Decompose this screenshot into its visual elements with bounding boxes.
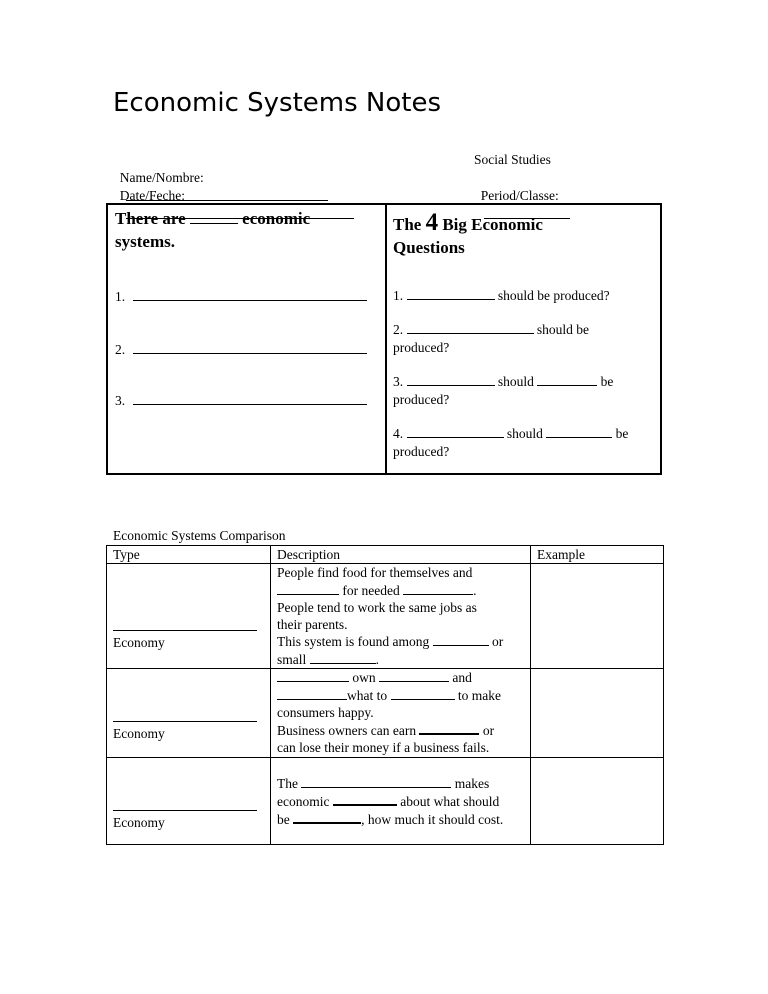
desc-blank[interactable] <box>333 792 397 806</box>
example-cell[interactable] <box>531 757 664 844</box>
q-text: be <box>615 426 629 441</box>
type-cell[interactable] <box>107 669 271 757</box>
column-header-type: Type <box>107 546 271 564</box>
heading-text: There are <box>115 209 186 228</box>
system-item-1[interactable] <box>115 287 367 305</box>
desc-text: small <box>277 651 307 667</box>
column-header-description: Description <box>271 546 531 564</box>
desc-text: or <box>482 723 495 739</box>
type-blank[interactable] <box>113 810 257 811</box>
date-label: Date/Feche: <box>119 188 185 203</box>
desc-text: can lose their money if a business fails. <box>277 740 490 756</box>
heading-text: systems. <box>115 232 175 251</box>
type-blank[interactable] <box>113 721 257 722</box>
item-blank[interactable] <box>133 287 367 301</box>
q-number: 1. <box>393 288 404 303</box>
desc-blank[interactable] <box>277 582 339 595</box>
desc-blank[interactable] <box>277 669 349 682</box>
name-label: Name/Nombre: <box>119 170 204 185</box>
systems-count-heading <box>115 207 377 253</box>
type-label: Economy <box>113 635 165 651</box>
q-number: 3. <box>393 374 404 389</box>
desc-text: about what should <box>400 794 500 810</box>
question-3 <box>393 373 648 409</box>
example-cell[interactable] <box>531 564 664 669</box>
desc-text: consumers happy. <box>277 704 374 720</box>
description-cell <box>271 669 531 757</box>
desc-text: and <box>452 670 472 686</box>
subject-label: Social Studies <box>474 152 551 167</box>
desc-blank[interactable] <box>403 582 473 595</box>
column-header-example: Example <box>531 546 664 564</box>
period-label: Period/Classe: <box>480 188 559 203</box>
table-row <box>107 757 664 844</box>
desc-text: own <box>352 670 376 686</box>
item-blank[interactable] <box>133 391 367 405</box>
system-item-3[interactable] <box>115 391 367 409</box>
comparison-table <box>106 545 664 845</box>
item-blank[interactable] <box>133 340 367 354</box>
desc-text: to make <box>457 687 501 703</box>
q3-blank-a[interactable] <box>407 373 495 386</box>
desc-text: Business owners can earn <box>277 723 417 739</box>
example-cell[interactable] <box>531 669 664 757</box>
type-cell[interactable] <box>107 564 271 669</box>
q-text: be <box>600 374 614 389</box>
heading-text: economic <box>242 209 311 228</box>
desc-text: what to <box>347 687 388 703</box>
q2-blank[interactable] <box>407 321 534 334</box>
item-number: 2. <box>115 342 126 357</box>
desc-text: for needed <box>342 582 400 598</box>
desc-text: be <box>277 812 290 828</box>
overview-box <box>106 203 662 475</box>
desc-text: , how much it should cost. <box>361 812 504 828</box>
q3-blank-b[interactable] <box>537 373 597 386</box>
desc-blank[interactable] <box>310 651 376 664</box>
item-number: 3. <box>115 393 126 408</box>
item-number: 1. <box>115 289 126 304</box>
heading-number: 4 <box>425 209 439 236</box>
q-text: should be <box>536 322 589 337</box>
q-text: should be produced? <box>497 288 610 303</box>
desc-blank[interactable] <box>419 721 479 735</box>
q-number: 2. <box>393 322 404 337</box>
question-4 <box>393 425 648 461</box>
desc-text: or <box>492 634 504 650</box>
desc-blank[interactable] <box>277 687 347 700</box>
desc-text: economic <box>277 794 330 810</box>
description-cell <box>271 757 531 844</box>
desc-text: This system is found among <box>277 634 430 650</box>
q-number: 4. <box>393 426 404 441</box>
big-questions-heading <box>393 211 655 259</box>
q-text: should <box>506 426 543 441</box>
column-divider <box>385 205 387 473</box>
desc-text: makes <box>454 775 490 791</box>
table-row <box>107 564 664 669</box>
q-text: produced? <box>393 340 450 355</box>
q-text: produced? <box>393 392 450 407</box>
count-blank[interactable] <box>190 208 238 224</box>
type-cell[interactable] <box>107 757 271 844</box>
desc-text: their parents. <box>277 617 348 633</box>
desc-text: The <box>277 775 298 791</box>
type-label: Economy <box>113 726 165 742</box>
type-blank[interactable] <box>113 630 257 631</box>
heading-text: Questions <box>393 238 465 257</box>
heading-text: The <box>393 215 422 234</box>
desc-blank[interactable] <box>293 810 361 824</box>
system-item-2[interactable] <box>115 340 367 358</box>
description-cell: People find food for themselves and for needed . People tend to work the same jobs as their parents. This system is found among or small . <box>271 564 531 669</box>
type-label: Economy <box>113 814 165 830</box>
table-row <box>107 669 664 757</box>
desc-blank[interactable] <box>391 687 455 700</box>
question-2 <box>393 321 648 357</box>
q4-blank-a[interactable] <box>407 425 504 438</box>
heading-text: Big Economic <box>442 215 543 234</box>
desc-text: People tend to work the same jobs as <box>277 599 477 615</box>
q4-blank-b[interactable] <box>546 425 612 438</box>
table-header-row <box>107 546 664 564</box>
desc-text: People find food for themselves and <box>277 565 473 581</box>
page-title: Economic Systems Notes <box>113 88 441 118</box>
question-1 <box>393 287 648 305</box>
comparison-caption: Economic Systems Comparison <box>113 528 286 543</box>
desc-blank[interactable] <box>433 633 489 646</box>
q-text: should <box>497 374 534 389</box>
desc-blank[interactable] <box>301 775 451 788</box>
q1-blank[interactable] <box>407 287 495 300</box>
q-text: produced? <box>393 444 450 459</box>
desc-blank[interactable] <box>379 669 449 682</box>
